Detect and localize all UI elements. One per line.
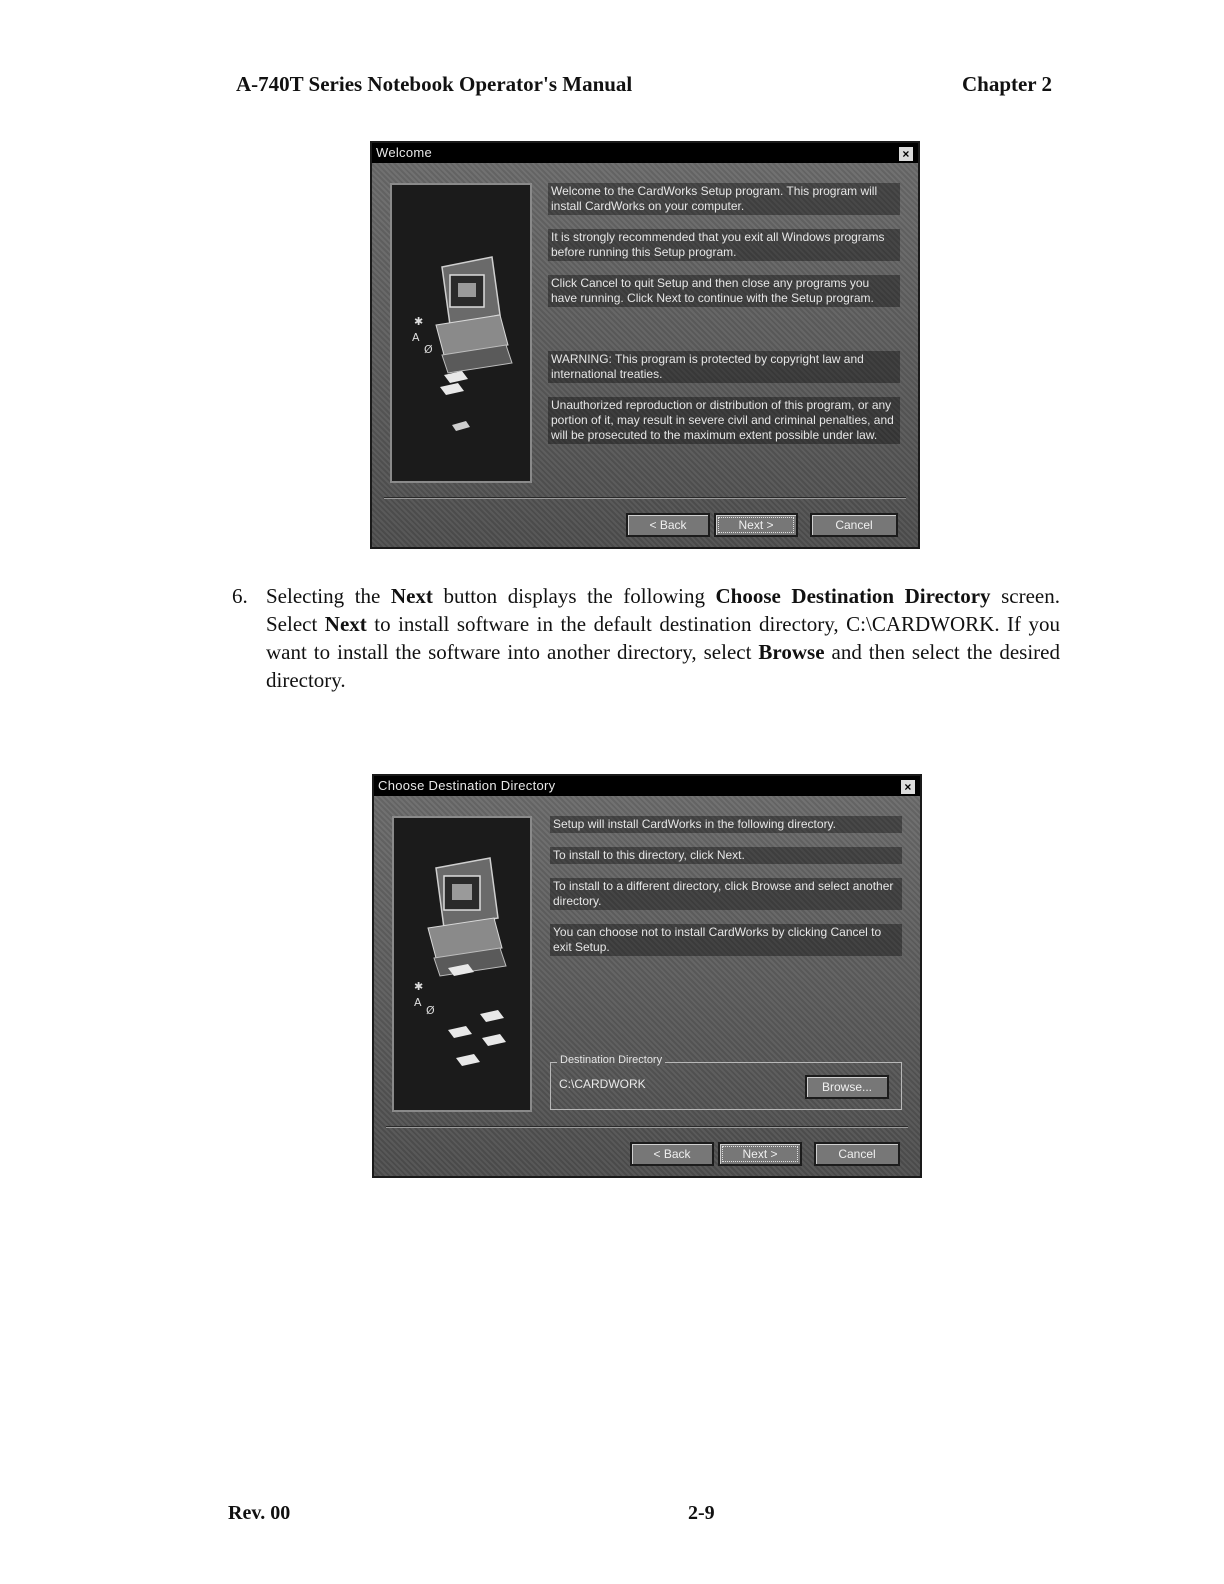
destination-dialog-title: Choose Destination Directory — [378, 778, 556, 793]
page-number: 2-9 — [688, 1502, 715, 1524]
computer-illustration-icon — [394, 818, 530, 1110]
browse-button[interactable]: Browse... — [805, 1075, 889, 1099]
welcome-paragraph: Unauthorized reproduction or distribution of this program, or any portion of it, may result in severe civil and criminal penalties, and will be prosecuted to the maximum extent possible under law. — [548, 397, 900, 444]
manual-title: A-740T Series Notebook Operator's Manual — [236, 72, 633, 96]
step-text-part: and then select the desired directory. — [266, 640, 1060, 692]
destination-dialog-text — [550, 816, 902, 970]
svg-text:Ø: Ø — [426, 1004, 435, 1017]
chapter-label: Chapter 2 — [961, 72, 1052, 96]
dialog-separator — [386, 1126, 908, 1128]
browse-emphasis: Browse — [758, 640, 825, 664]
next-emphasis: Next — [390, 584, 433, 608]
dialog-name-emphasis: Choose Destination Directory — [715, 584, 991, 608]
step-text-part: to install software in the default destination directory, C:\CARDWORK. If you want to install the software into another directory, select — [266, 612, 1061, 664]
close-icon[interactable]: × — [898, 146, 914, 162]
welcome-paragraph: Click Cancel to quit Setup and then close any programs you have running. Click Next to continue with the Setup program. — [548, 275, 900, 307]
back-button[interactable]: < Back — [626, 513, 710, 537]
svg-text:✱: ✱ — [414, 315, 424, 328]
welcome-dialog-title: Welcome — [376, 145, 433, 160]
cancel-button[interactable]: Cancel — [814, 1142, 900, 1166]
destination-paragraph: You can choose not to install CardWorks by clicking Cancel to exit Setup. — [550, 924, 902, 956]
next-emphasis: Next — [324, 612, 367, 636]
welcome-paragraph: Welcome to the CardWorks Setup program. This program will install CardWorks on your computer. — [548, 183, 900, 215]
destination-dialog-screenshot — [372, 774, 922, 1178]
next-button[interactable]: Next > — [718, 1142, 802, 1166]
destination-dialog-titlebar — [374, 776, 920, 796]
step-number: 6. — [232, 584, 248, 608]
destination-directory-group — [550, 1054, 902, 1110]
welcome-dialog-body — [372, 163, 918, 547]
step-text-part: screen. Select — [266, 584, 1060, 636]
dialog-separator — [384, 497, 906, 499]
step-text-part: Selecting the — [266, 584, 391, 608]
setup-illustration — [392, 816, 532, 1112]
step-text — [266, 582, 1060, 694]
svg-text:A: A — [414, 996, 422, 1009]
step-6-paragraph — [232, 582, 1060, 694]
welcome-paragraph: It is strongly recommended that you exit all Windows programs before running this Setup program. — [548, 229, 900, 261]
revision-label: Rev. 00 — [228, 1502, 291, 1524]
svg-text:✱: ✱ — [414, 980, 424, 993]
svg-text:A: A — [412, 331, 420, 344]
computer-illustration-icon — [392, 185, 530, 481]
back-button[interactable]: < Back — [630, 1142, 714, 1166]
destination-paragraph: Setup will install CardWorks in the following directory. — [550, 816, 902, 833]
welcome-paragraph: WARNING: This program is protected by copyright law and international treaties. — [548, 351, 900, 383]
setup-illustration — [390, 183, 532, 483]
svg-text:Ø: Ø — [424, 343, 433, 356]
destination-paragraph: To install to a different directory, click Browse and select another directory. — [550, 878, 902, 910]
welcome-dialog-titlebar — [372, 143, 918, 163]
cancel-button[interactable]: Cancel — [810, 513, 898, 537]
destination-dialog-body — [374, 796, 920, 1176]
destination-paragraph: To install to this directory, click Next. — [550, 847, 902, 864]
close-icon[interactable]: × — [900, 779, 916, 795]
next-button[interactable]: Next > — [714, 513, 798, 537]
step-text-part: button displays the following — [432, 584, 716, 608]
welcome-dialog-text — [548, 183, 900, 458]
destination-path: C:\CARDWORK — [559, 1077, 646, 1091]
welcome-dialog-screenshot — [370, 141, 920, 549]
destination-group-label: Destination Directory — [557, 1054, 665, 1066]
